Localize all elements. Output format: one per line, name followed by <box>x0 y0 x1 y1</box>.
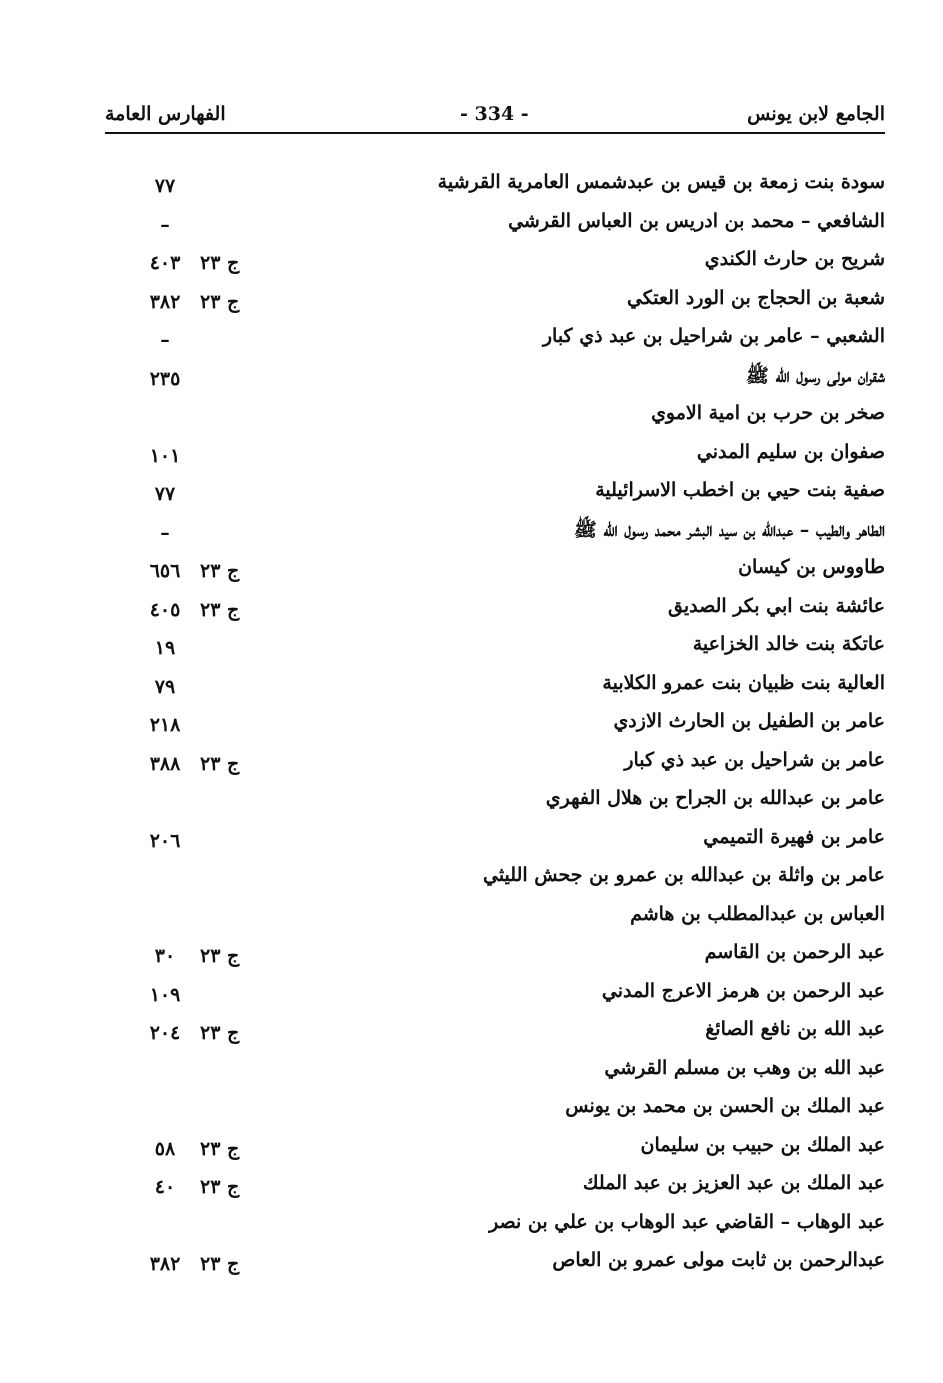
entry-volume: ج ٢٣ <box>200 252 240 274</box>
entry-page: ٢٣٥ <box>149 367 181 390</box>
book-title: الجامع لابن يونس <box>747 103 885 125</box>
index-entry <box>0 781 943 820</box>
entry-name: العالية بنت ظبيان بنت عمرو الكلابية <box>602 671 885 694</box>
entry-name: عائشة بنت ابي بكر الصديق <box>667 594 885 617</box>
entry-volume: ج ٢٣ <box>200 598 240 621</box>
entry-name: طاووس بن كيسان <box>738 556 885 578</box>
entry-volume: ج ٢٣ <box>200 945 240 967</box>
index-entry <box>0 1012 943 1051</box>
entry-page: ٧٧ <box>154 483 176 505</box>
entry-name: صفوان بن سليم المدني <box>696 440 885 463</box>
entry-page: ٧٩ <box>154 675 176 698</box>
entry-page: ٢٠٦ <box>149 829 181 852</box>
entry-name: صفية بنت حيي بن اخطب الاسرائيلية <box>595 479 885 501</box>
entry-page: ٤٠ <box>154 1176 176 1198</box>
entry-page: ١٠١ <box>149 444 181 467</box>
index-entry <box>0 396 943 435</box>
entry-name: سودة بنت زمعة بن قيس بن عبدشمس العامرية القرشية <box>437 171 885 193</box>
entry-page: ٢١٨ <box>149 714 181 736</box>
entry-name: شقران مولى رسول الله ﷺ <box>745 364 885 387</box>
entry-page: – <box>160 329 170 351</box>
entry-name: عبد الملك بن عبد العزيز بن عبد الملك <box>582 1172 885 1194</box>
entry-name: العباس بن عبدالمطلب بن هاشم <box>630 902 885 925</box>
entry-page: ٢٠٤ <box>149 1022 181 1044</box>
entry-name: عامر بن شراحيل بن عبد ذي كبار <box>624 748 885 771</box>
entry-page: ٥٨ <box>154 1137 176 1160</box>
index-entry <box>0 319 943 358</box>
page-number: - 334 - <box>460 103 529 125</box>
index-entry <box>0 1205 943 1244</box>
entry-name: عبدالرحمن بن ثابت مولى عمرو بن العاص <box>552 1249 885 1271</box>
entry-page: ٦٥٦ <box>149 560 181 582</box>
index-entry <box>0 820 943 859</box>
index-entry <box>0 1128 943 1167</box>
index-entry <box>0 1051 943 1090</box>
entry-name: صخر بن حرب بن امية الاموي <box>651 402 885 424</box>
entry-name: عبد الله بن وهب بن مسلم القرشي <box>604 1056 885 1079</box>
index-entry <box>0 897 943 936</box>
entry-name: عبد الرحمن بن هرمز الاعرج المدني <box>601 979 885 1002</box>
entry-name: عامر بن الطفيل بن الحارث الازدي <box>613 710 885 732</box>
entry-volume: ج ٢٣ <box>200 1253 240 1275</box>
entry-page: ٣٨٢ <box>149 1253 181 1275</box>
index-entry <box>0 473 943 512</box>
entry-name: عبد الملك بن الحسن بن محمد بن يونس <box>565 1095 885 1117</box>
index-entry <box>0 165 943 204</box>
entry-name: الشعبي – عامر بن شراحيل بن عبد ذي كبار <box>542 325 885 347</box>
index-entry <box>0 204 943 243</box>
entry-name: الشافعي – محمد بن ادريس بن العباس القرشي <box>508 209 885 232</box>
entry-page: ٧٧ <box>154 175 176 197</box>
entry-name: عبد الله بن نافع الصائغ <box>705 1018 885 1040</box>
entry-page: ٣٨٢ <box>149 290 181 313</box>
entry-volume: ج ٢٣ <box>200 752 240 775</box>
entry-page: – <box>160 213 170 236</box>
index-entry <box>0 743 943 782</box>
index-entry <box>0 1089 943 1128</box>
index-entry <box>0 242 943 281</box>
entry-page: ٤٠٣ <box>149 252 181 274</box>
entry-volume: ج ٢٣ <box>200 1022 240 1044</box>
entry-page: – <box>160 521 170 544</box>
entry-page: ٤٠٥ <box>149 598 181 621</box>
index-entry <box>0 589 943 628</box>
entry-name: عبد الملك بن حبيب بن سليمان <box>640 1133 885 1156</box>
entry-name: عامر بن فهيرة التميمي <box>703 825 885 848</box>
entry-page: ٣٨٨ <box>149 752 181 775</box>
entry-name: الطاهر والطيب – عبدالله بن سيد البشر محمد رسول الله ﷺ <box>573 518 885 541</box>
entry-volume: ج ٢٣ <box>200 290 240 313</box>
entry-name: عاتكة بنت خالد الخزاعية <box>692 633 885 655</box>
entry-name: شعبة بن الحجاج بن الورد العتكي <box>626 286 885 309</box>
index-entry <box>0 1243 943 1282</box>
index-entry <box>0 858 943 897</box>
entry-name: شريح بن حارث الكندي <box>704 248 885 270</box>
index-entry <box>0 666 943 705</box>
index-entry <box>0 974 943 1013</box>
index-entry <box>0 512 943 551</box>
entry-volume: ج ٢٣ <box>200 1176 240 1198</box>
index-entry <box>0 935 943 974</box>
running-header <box>105 103 885 133</box>
index-entry <box>0 358 943 397</box>
entry-name: عبد الوهاب – القاضي عبد الوهاب بن علي بن نصر <box>489 1210 885 1233</box>
entry-volume: ج ٢٣ <box>200 1137 240 1160</box>
index-entry <box>0 704 943 743</box>
entry-name: عبد الرحمن بن القاسم <box>704 941 885 963</box>
entry-page: ١٩ <box>154 637 176 659</box>
entry-name: عامر بن واثلة بن عبدالله بن عمرو بن جحش الليثي <box>482 864 885 886</box>
entry-page: ١٠٩ <box>149 983 181 1006</box>
entry-volume: ج ٢٣ <box>200 560 240 582</box>
index-entry <box>0 627 943 666</box>
index-entry <box>0 435 943 474</box>
index-list <box>0 165 943 1282</box>
index-entry <box>0 281 943 320</box>
index-entry <box>0 1166 943 1205</box>
index-entry <box>0 550 943 589</box>
section-title: الفهارس العامة <box>105 103 226 125</box>
entry-name: عامر بن عبدالله بن الجراح بن هلال الفهري <box>545 787 885 809</box>
header-rule <box>105 132 885 134</box>
entry-page: ٣٠ <box>154 945 176 967</box>
